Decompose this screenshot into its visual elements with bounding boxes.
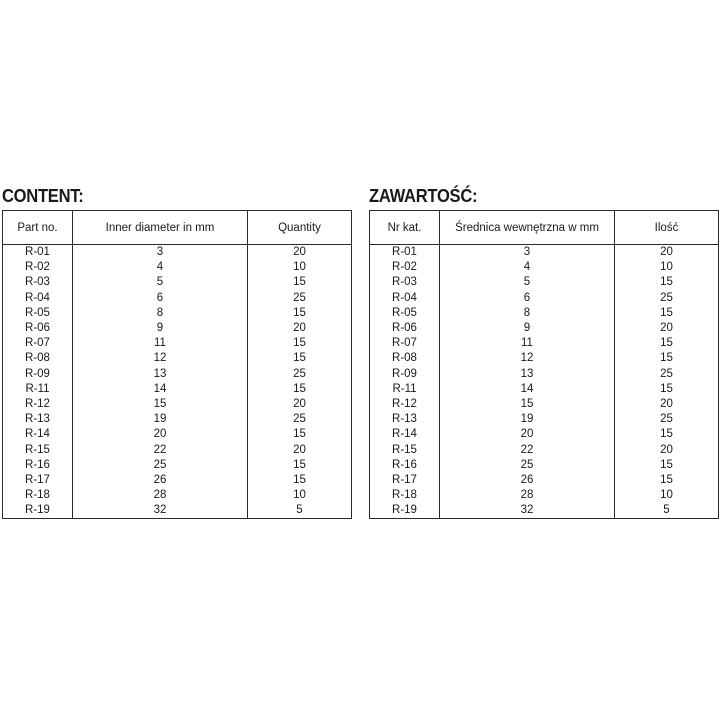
- content-table-english: [2, 210, 352, 519]
- quantity-cell: 25: [248, 291, 352, 306]
- quantity-cell: 15: [248, 458, 352, 473]
- inner-diameter-cell: 22: [73, 442, 248, 457]
- part-number-cell: R-03: [3, 275, 73, 290]
- quantity-cell: 15: [248, 306, 352, 321]
- table-row: [370, 291, 719, 306]
- inner-diameter-cell: 19: [73, 412, 248, 427]
- table-row: [370, 412, 719, 427]
- table-row: [370, 458, 719, 473]
- inner-diameter-cell: 4: [73, 260, 248, 275]
- quantity-cell: 15: [615, 382, 719, 397]
- part-number-cell: R-16: [3, 458, 73, 473]
- inner-diameter-cell: 3: [73, 245, 248, 261]
- part-number-cell: R-09: [370, 367, 440, 382]
- table-row: [3, 291, 352, 306]
- quantity-cell: 15: [615, 458, 719, 473]
- table-row: [3, 336, 352, 351]
- part-number-cell: R-16: [370, 458, 440, 473]
- header-inner-diameter: Inner diameter in mm: [73, 211, 248, 245]
- part-number-cell: R-06: [3, 321, 73, 336]
- part-number-cell: R-14: [3, 427, 73, 442]
- part-number-cell: R-05: [3, 306, 73, 321]
- quantity-cell: 15: [248, 473, 352, 488]
- table-row: [370, 473, 719, 488]
- quantity-cell: 5: [615, 503, 719, 519]
- inner-diameter-cell: 5: [440, 275, 615, 290]
- inner-diameter-cell: 15: [440, 397, 615, 412]
- inner-diameter-cell: 11: [440, 336, 615, 351]
- quantity-cell: 15: [615, 275, 719, 290]
- table-row: [370, 260, 719, 275]
- quantity-cell: 15: [615, 473, 719, 488]
- inner-diameter-cell: 32: [73, 503, 248, 519]
- inner-diameter-cell: 22: [440, 442, 615, 457]
- quantity-cell: 10: [248, 260, 352, 275]
- table-row: [370, 427, 719, 442]
- table-row: [3, 473, 352, 488]
- quantity-cell: 15: [615, 351, 719, 366]
- quantity-cell: 20: [248, 245, 352, 261]
- quantity-cell: 10: [615, 488, 719, 503]
- table-row: [370, 488, 719, 503]
- inner-diameter-cell: 25: [440, 458, 615, 473]
- inner-diameter-cell: 12: [73, 351, 248, 366]
- table-header-row: [3, 211, 352, 245]
- quantity-cell: 20: [615, 321, 719, 336]
- part-number-cell: R-15: [3, 442, 73, 457]
- quantity-cell: 15: [248, 382, 352, 397]
- part-number-cell: R-18: [3, 488, 73, 503]
- part-number-cell: R-12: [3, 397, 73, 412]
- part-number-cell: R-04: [3, 291, 73, 306]
- inner-diameter-cell: 5: [73, 275, 248, 290]
- table-row: [3, 382, 352, 397]
- inner-diameter-cell: 8: [440, 306, 615, 321]
- inner-diameter-cell: 25: [73, 458, 248, 473]
- inner-diameter-cell: 14: [73, 382, 248, 397]
- inner-diameter-cell: 28: [440, 488, 615, 503]
- part-number-cell: R-09: [3, 367, 73, 382]
- table-row: [3, 245, 352, 261]
- part-number-cell: R-08: [370, 351, 440, 366]
- quantity-cell: 10: [248, 488, 352, 503]
- part-number-cell: R-13: [3, 412, 73, 427]
- part-number-cell: R-08: [3, 351, 73, 366]
- table-row: [3, 321, 352, 336]
- inner-diameter-cell: 20: [440, 427, 615, 442]
- table-row: [370, 382, 719, 397]
- content-title: CONTENT:: [2, 186, 84, 206]
- part-number-cell: R-17: [370, 473, 440, 488]
- inner-diameter-cell: 13: [73, 367, 248, 382]
- quantity-cell: 25: [615, 412, 719, 427]
- table-row: [3, 442, 352, 457]
- inner-diameter-cell: 15: [73, 397, 248, 412]
- quantity-cell: 15: [248, 427, 352, 442]
- part-number-cell: R-15: [370, 442, 440, 457]
- quantity-cell: 15: [615, 427, 719, 442]
- part-number-cell: R-14: [370, 427, 440, 442]
- table-row: [370, 336, 719, 351]
- inner-diameter-cell: 9: [73, 321, 248, 336]
- inner-diameter-cell: 13: [440, 367, 615, 382]
- inner-diameter-cell: 20: [73, 427, 248, 442]
- table-row: [3, 306, 352, 321]
- inner-diameter-cell: 8: [73, 306, 248, 321]
- part-number-cell: R-11: [3, 382, 73, 397]
- inner-diameter-cell: 6: [73, 291, 248, 306]
- part-number-cell: R-07: [3, 336, 73, 351]
- part-number-cell: R-12: [370, 397, 440, 412]
- part-number-cell: R-01: [3, 245, 73, 261]
- quantity-cell: 15: [248, 351, 352, 366]
- part-number-cell: R-11: [370, 382, 440, 397]
- table-row: [370, 367, 719, 382]
- quantity-cell: 10: [615, 260, 719, 275]
- part-number-cell: R-17: [3, 473, 73, 488]
- table-row: [3, 427, 352, 442]
- quantity-cell: 25: [615, 367, 719, 382]
- part-number-cell: R-13: [370, 412, 440, 427]
- inner-diameter-cell: 26: [440, 473, 615, 488]
- content-panel-english: [2, 182, 352, 519]
- inner-diameter-cell: 11: [73, 336, 248, 351]
- zawartosc-title: ZAWARTOŚĆ:: [369, 186, 478, 206]
- table-row: [3, 503, 352, 519]
- table-row: [3, 397, 352, 412]
- header-nr-kat: Nr kat.: [370, 211, 440, 245]
- header-part-no: Part no.: [3, 211, 73, 245]
- part-number-cell: R-19: [3, 503, 73, 519]
- quantity-cell: 20: [248, 321, 352, 336]
- inner-diameter-cell: 3: [440, 245, 615, 261]
- part-number-cell: R-02: [370, 260, 440, 275]
- quantity-cell: 15: [615, 336, 719, 351]
- quantity-cell: 25: [248, 412, 352, 427]
- table-row: [370, 321, 719, 336]
- inner-diameter-cell: 26: [73, 473, 248, 488]
- table-body-polish: [370, 245, 719, 519]
- table-row: [370, 245, 719, 261]
- table-row: [3, 275, 352, 290]
- quantity-cell: 25: [615, 291, 719, 306]
- quantity-cell: 15: [248, 336, 352, 351]
- part-number-cell: R-01: [370, 245, 440, 261]
- header-srednica: Średnica wewnętrzna w mm: [440, 211, 615, 245]
- inner-diameter-cell: 32: [440, 503, 615, 519]
- inner-diameter-cell: 9: [440, 321, 615, 336]
- quantity-cell: 5: [248, 503, 352, 519]
- quantity-cell: 25: [248, 367, 352, 382]
- inner-diameter-cell: 4: [440, 260, 615, 275]
- part-number-cell: R-07: [370, 336, 440, 351]
- table-row: [370, 397, 719, 412]
- quantity-cell: 20: [248, 442, 352, 457]
- part-number-cell: R-06: [370, 321, 440, 336]
- content-panel-polish: [369, 182, 719, 519]
- table-row: [370, 503, 719, 519]
- quantity-cell: 15: [248, 275, 352, 290]
- inner-diameter-cell: 6: [440, 291, 615, 306]
- part-number-cell: R-18: [370, 488, 440, 503]
- inner-diameter-cell: 19: [440, 412, 615, 427]
- part-number-cell: R-05: [370, 306, 440, 321]
- quantity-cell: 20: [615, 245, 719, 261]
- table-row: [3, 351, 352, 366]
- table-row: [370, 275, 719, 290]
- table-row: [3, 412, 352, 427]
- quantity-cell: 20: [615, 442, 719, 457]
- part-number-cell: R-03: [370, 275, 440, 290]
- table-row: [370, 351, 719, 366]
- part-number-cell: R-04: [370, 291, 440, 306]
- inner-diameter-cell: 12: [440, 351, 615, 366]
- quantity-cell: 15: [615, 306, 719, 321]
- table-body-english: [3, 245, 352, 519]
- quantity-cell: 20: [248, 397, 352, 412]
- header-quantity: Quantity: [248, 211, 352, 245]
- table-row: [3, 260, 352, 275]
- header-ilosc: Ilość: [615, 211, 719, 245]
- inner-diameter-cell: 14: [440, 382, 615, 397]
- content-table-polish: [369, 210, 719, 519]
- table-row: [3, 367, 352, 382]
- table-row: [3, 458, 352, 473]
- table-row: [370, 306, 719, 321]
- part-number-cell: R-02: [3, 260, 73, 275]
- table-header-row: [370, 211, 719, 245]
- part-number-cell: R-19: [370, 503, 440, 519]
- table-row: [3, 488, 352, 503]
- quantity-cell: 20: [615, 397, 719, 412]
- table-row: [370, 442, 719, 457]
- inner-diameter-cell: 28: [73, 488, 248, 503]
